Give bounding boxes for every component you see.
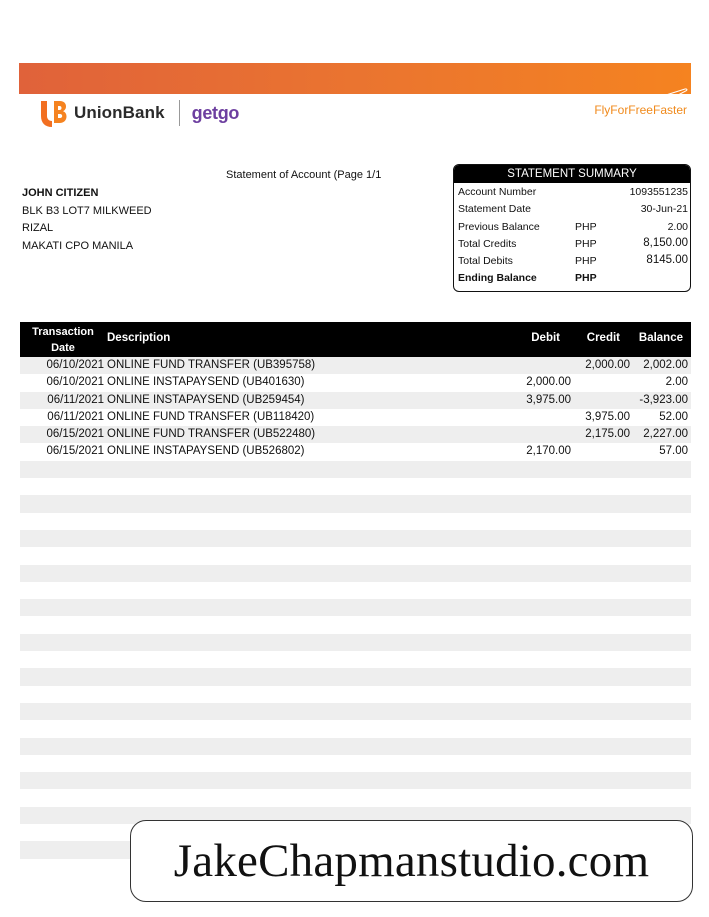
header-description: Description (107, 332, 171, 344)
header-date-line1: Transaction (32, 326, 94, 338)
empty-table-row (20, 565, 691, 582)
cell-debit: 2,170.00 (526, 445, 571, 458)
empty-table-row (20, 772, 691, 789)
header-date-line2: Date (51, 342, 75, 354)
empty-table-row (20, 789, 691, 806)
customer-name: JOHN CITIZEN (22, 187, 99, 199)
watermark (130, 820, 693, 902)
transactions-table-header (20, 322, 691, 357)
header-color-band (19, 63, 691, 94)
summary-label: Statement Date (458, 203, 531, 216)
cell-balance: 2,227.00 (643, 428, 688, 441)
cell-date: 06/11/2021 (47, 393, 104, 406)
empty-table-row (20, 547, 691, 564)
watermark-text: JakeChapmanstudio.com (173, 835, 650, 887)
cell-date: 06/11/2021 (47, 410, 104, 423)
cell-debit: 2,000.00 (526, 376, 571, 389)
address-line: MAKATI CPO MANILA (22, 239, 134, 252)
summary-currency: PHP (575, 220, 597, 233)
summary-currency: PHP (575, 255, 597, 268)
table-row (20, 392, 691, 409)
empty-table-row (20, 461, 691, 478)
empty-table-row (20, 616, 691, 633)
empty-table-row (20, 738, 691, 755)
brand-logos (38, 96, 239, 130)
table-row (20, 443, 691, 460)
empty-table-row (20, 720, 691, 737)
summary-value: 2.00 (667, 220, 688, 233)
summary-title: STATEMENT SUMMARY (454, 165, 690, 183)
empty-table-row (20, 755, 691, 772)
summary-currency: PHP (575, 272, 597, 285)
cell-balance: 2.00 (665, 376, 688, 389)
cell-description: ONLINE FUND TRANSFER (UB395758) (107, 359, 316, 371)
address-line: BLK B3 LOT7 MILKWEED (22, 204, 152, 217)
summary-value: 1093551235 (629, 186, 688, 198)
statement-page-label: Statement of Account (Page 1/1 (226, 169, 382, 181)
summary-value: 8145.00 (646, 254, 688, 267)
empty-table-row (20, 478, 691, 495)
header-transaction-date (20, 324, 106, 356)
statement-summary-box (453, 164, 691, 292)
empty-table-row (20, 651, 691, 668)
empty-table-row (20, 686, 691, 703)
cell-description: ONLINE INSTAPAYSEND (UB401630) (107, 376, 305, 389)
empty-table-row (20, 513, 691, 530)
cell-credit: 3,975.00 (585, 410, 630, 423)
empty-table-row (20, 530, 691, 547)
summary-currency: PHP (575, 237, 597, 250)
cell-balance: 57.00 (659, 445, 688, 458)
table-row (20, 357, 691, 374)
header-balance: Balance (638, 332, 683, 344)
cell-description: ONLINE INSTAPAYSEND (UB259454) (107, 393, 305, 406)
header-debit: Debit (531, 332, 560, 344)
summary-label: Previous Balance (458, 220, 540, 233)
transactions-table-body (20, 357, 691, 859)
table-row (20, 374, 691, 391)
summary-value: 30-Jun-21 (640, 203, 688, 216)
cell-balance: 52.00 (659, 410, 688, 423)
summary-row-account-number (454, 183, 690, 200)
empty-table-row (20, 599, 691, 616)
cell-description: ONLINE FUND TRANSFER (UB118420) (107, 410, 315, 423)
customer-address-block (22, 185, 152, 255)
summary-row-total-credits (454, 235, 690, 252)
table-row (20, 409, 691, 426)
brand-name: UnionBank (74, 103, 165, 122)
cell-balance: -3,923.00 (639, 393, 688, 406)
summary-label: Total Debits (458, 255, 513, 268)
summary-label: Total Credits (458, 237, 517, 250)
cell-credit: 2,175.00 (585, 428, 630, 441)
cell-date: 06/15/2021 (46, 428, 104, 441)
summary-label: Account Number (458, 186, 537, 198)
cell-balance: 2,002.00 (643, 359, 688, 371)
summary-row-statement-date (454, 200, 690, 217)
cell-description: ONLINE FUND TRANSFER (UB522480) (107, 428, 316, 441)
empty-table-row (20, 703, 691, 720)
unionbank-logo-icon (38, 98, 68, 128)
tagline: FlyForFreeFaster (594, 103, 687, 117)
summary-row-total-debits (454, 252, 690, 269)
plane-icon (664, 84, 688, 104)
cell-date: 06/10/2021 (46, 359, 104, 371)
cell-description: ONLINE INSTAPAYSEND (UB526802) (107, 445, 305, 458)
address-line: RIZAL (22, 222, 54, 234)
cell-date: 06/10/2021 (46, 376, 104, 389)
cell-date: 06/15/2021 (46, 445, 104, 458)
getgo-logo: getgo (191, 102, 240, 123)
header-credit: Credit (586, 332, 620, 344)
empty-table-row (20, 668, 691, 685)
empty-table-row (20, 634, 691, 651)
table-row (20, 426, 691, 443)
empty-table-row (20, 582, 691, 599)
empty-table-row (20, 495, 691, 512)
cell-credit: 2,000.00 (585, 359, 630, 371)
summary-value: 8,150.00 (643, 236, 688, 249)
cell-debit: 3,975.00 (526, 393, 571, 406)
brand-divider (179, 100, 180, 126)
summary-label: Ending Balance (458, 272, 537, 285)
summary-row-previous-balance (454, 218, 690, 235)
summary-row-ending-balance (454, 269, 690, 286)
